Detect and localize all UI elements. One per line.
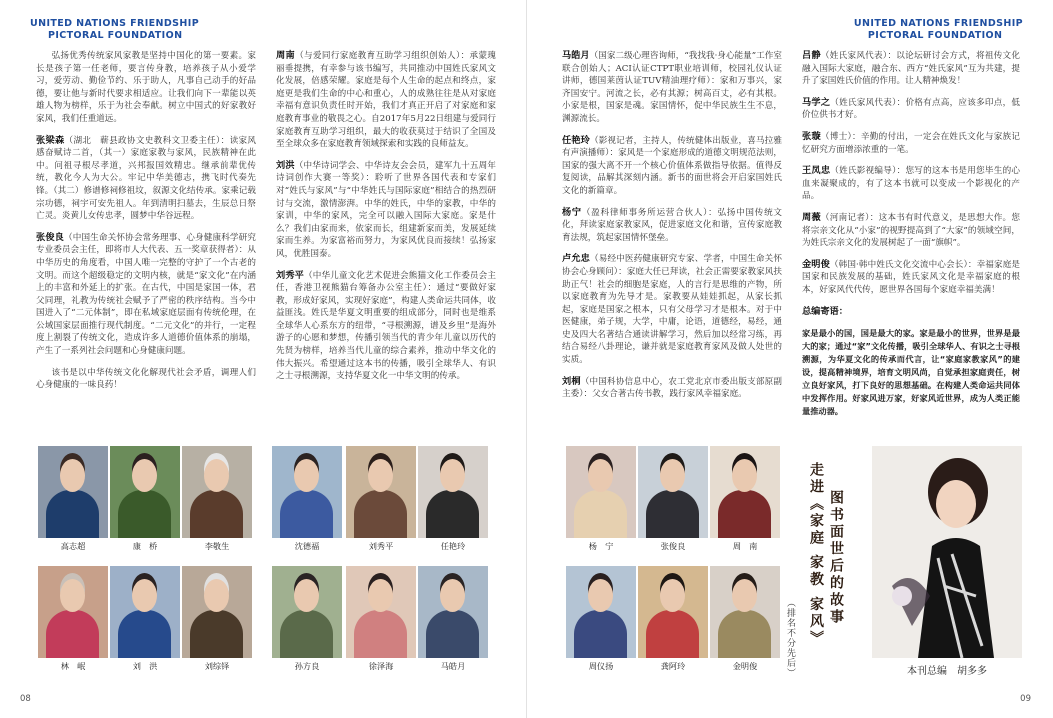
photo-figure-head <box>294 579 319 612</box>
testimonial <box>802 97 1020 122</box>
portrait-photo <box>110 566 180 658</box>
portrait-photo <box>710 446 780 538</box>
photo-figure-head <box>588 459 613 492</box>
photo-figure-head <box>204 459 229 492</box>
text-column-4 <box>802 50 1020 427</box>
testimonial <box>36 135 256 223</box>
vertical-book-title: 走进《家庭 家教 家风》 <box>808 462 824 648</box>
testimonial <box>562 253 782 366</box>
portrait-caption: 徐泽海 <box>368 661 394 671</box>
testimonial-text: （姓氏家风代表）：以论坛研讨会方式，将祖传文化融入国际大家庭，融合东、西方“姓氏家风”互为共建，提升了家国姓氏价值的作用。让人精神焕发！ <box>802 51 1021 87</box>
testimonial <box>802 165 1020 203</box>
portrait-photo <box>418 566 488 658</box>
testimonial-name: 卢允忠 <box>562 253 590 265</box>
photo-figure-body <box>574 490 627 538</box>
portrait-caption: 孙方良 <box>294 661 320 671</box>
intro-paragraph: 弘扬优秀传统家风家教是坚持中国化的第一要素。家长是孩子第一任老师，要言传身教，培养孩子从小爱学习，爱劳动、勤俭节约、乐于助人，凡事自己动手的好品德，要让他与新时代要求相适应。让我们向下一辈能以英雄人物为榜样，乐于为社会奉献。树立中国式的好家教好家风，我们任重道远。 <box>36 51 256 124</box>
testimonial <box>276 160 496 261</box>
photo-figure-head <box>294 459 319 492</box>
photo-figure-body <box>646 490 699 538</box>
portrait-caption: 龚阿玲 <box>660 661 686 671</box>
photo-figure-head <box>60 459 85 492</box>
testimonial <box>276 50 496 151</box>
editor-portrait-drawing <box>872 446 1022 658</box>
testimonial-name: 王凤忠 <box>802 165 831 177</box>
portrait-caption: 刘 洪 <box>132 661 158 671</box>
testimonial-text: （中国科协信息中心，农工党北京市委出版支部原副主委）：父女合著古传书教，践行家风幸福家庭。 <box>562 376 782 400</box>
photo-figure-body <box>190 610 243 658</box>
testimonial-name: 金明俊 <box>802 258 830 270</box>
testimonial <box>802 131 1020 156</box>
portrait-photo <box>110 446 180 538</box>
portrait-caption: 周 南 <box>732 541 758 551</box>
org-header-left <box>30 18 199 42</box>
photo-figure-body <box>190 490 243 538</box>
portrait-photo <box>272 446 342 538</box>
testimonial-name: 刘秀平 <box>276 269 304 281</box>
testimonial-name: 周薇 <box>802 211 821 223</box>
portrait-photo <box>182 566 252 658</box>
portrait-caption: 刘秀平 <box>368 541 394 551</box>
testimonial-name: 马学之 <box>802 96 831 108</box>
testimonial <box>562 50 782 126</box>
testimonial-text: （河南记者）：这本书有时代意义，是思想大作。您将宗亲文化从“小家”的视野提高到了“大家”的领域空间，为姓氏宗亲文化的发展树起了一面“旗帜”。 <box>802 212 1021 249</box>
portrait-photo <box>710 566 780 658</box>
photo-figure-head <box>132 579 157 612</box>
portrait-caption: 马皓月 <box>440 661 466 671</box>
testimonial <box>802 50 1020 88</box>
photo-figure-body <box>354 490 407 538</box>
portrait-caption: 任艳玲 <box>440 541 466 551</box>
testimonial <box>802 212 1020 250</box>
photo-figure-body <box>280 490 333 538</box>
testimonial-name: 任艳玲 <box>562 134 590 146</box>
photo-figure-body <box>426 610 479 658</box>
testimonial-name: 周南 <box>276 50 296 61</box>
page-fold <box>526 0 527 718</box>
testimonial-name: 刘洪 <box>276 159 295 171</box>
testimonial-name: 张璇 <box>802 130 821 142</box>
testimonial-text: （国家二级心理咨询师，“我找我·身心能量”工作室联合创始人；ACI认证CTPT职业培训师，校园礼仪认证讲师，德国莱茵认证TUV精油理疗师）：家和万事兴，家齐国安宁。河流之长，必有其源；树高百丈，必有其根。小家是根，国家是魂。家国情怀，促中华民族生生不息，渊源流长。 <box>562 51 783 124</box>
portrait-photo <box>566 566 636 658</box>
testimonial-text: （中国生命关怀协会常务理事、心身健康科学研究专业委员会主任，即将市人大代表、五一奖章获得者）：从中华历史的角度看，中国人唯一完整的守护了一个古老的文明。而这个超级稳定的文明内核，就是“家文化”在内涵上的丰富和外延上的扩张。在古代，中国是家国一体，君父同理，礼教为传统社会赋予了严密的秩序结构。当今中国进入了“二元体制”，即在私域家庭层面有传统伦理，在公域国家层面推行现代制度。“二元文化”的并行，一定程度上割裂了传统文化，造成许多人道德价值体系的崩塌，产生了一系列社会问题和心身健康问题。 <box>36 232 256 357</box>
portrait-caption: 沈德福 <box>294 541 320 551</box>
photo-figure-body <box>718 610 771 658</box>
portrait-photo <box>272 566 342 658</box>
org-line2: PICTORAL FOUNDATION <box>867 30 1003 41</box>
portrait-photo <box>346 566 416 658</box>
photo-figure-head <box>204 579 229 612</box>
vertical-book-subtitle: 图书面世后的故事 <box>828 490 844 626</box>
photo-figure-body <box>46 490 99 538</box>
photo-figure-head <box>368 579 393 612</box>
photo-figure-head <box>440 579 465 612</box>
testimonial-name: 张梁森 <box>36 134 65 146</box>
portrait-caption: 林 岷 <box>60 661 86 671</box>
text-column-1 <box>36 50 256 401</box>
testimonial-continuation: 该书是以中华传统文化化解现代社会矛盾，调理人们心身健康的一味良药！ <box>36 367 256 391</box>
testimonial-text: （姓氏影视编导）：您写的这本书是用您毕生的心血来凝聚成的，有了这本书就可以变成一个影视化的产品。 <box>802 166 1021 202</box>
photo-figure-head <box>660 459 685 492</box>
photo-figure-head <box>660 579 685 612</box>
testimonial <box>562 376 782 401</box>
portrait-caption: 周仪扬 <box>588 661 614 671</box>
photo-figure-head <box>588 579 613 612</box>
portrait-photo <box>566 446 636 538</box>
testimonial <box>276 270 496 383</box>
org-line1: UNITED NATIONS FRIENDSHIP <box>30 18 200 29</box>
portrait-photo <box>182 446 252 538</box>
testimonial-text: （中华诗词学会、中华诗友会会员，建军九十五周年诗词创作大赛一等奖）：聆听了世界各国代表和专家们对“姓氏与家风”与“中华姓氏与国际家庭”相结合的热烈研讨与交流，激情澎湃。中华的姓氏，中华的家教，中华的家训，中华的家风，完全可以融入国际大家庭。家是什么？我们由家而来，依家而长，组建新家而美，发展延续家而生养。为家富裕而努力，为家风优良而接续！弘扬家风，优胜国泰。 <box>276 160 496 259</box>
org-header-right <box>854 18 1023 42</box>
photo-figure-body <box>646 610 699 658</box>
portrait-caption: 金明俊 <box>732 661 758 671</box>
editor-summary-text: 家是最小的国，国是最大的家。家是最小的世界，世界是最大的家；通过“家”文化传播，吸引全球华人、有识之士寻根溯源，为华夏文化的传承而代言，让“家庭家教家风”的建设，提高精神境界，培育文明风尚，自觉承担家庭责任，树立良好家风，打下良好的思想基础。在构建人类命运共同体中发挥作用。好家风进万家，好家风近世界，成为人类正能量推动器。 <box>802 328 1020 417</box>
photo-figure-head <box>732 459 757 492</box>
editor-summary-title: 总编寄语： <box>802 305 848 317</box>
editor-caption: 本刊总编 胡多多 <box>907 666 987 677</box>
testimonial-text: （与爱同行家庭教育互助学习组织创始人）：承蒙瑰丽垂提携，有幸参与该书编写，共同推动中国姓氏家风文化发展，倍感荣耀。家庭是每个人生命的起点和终点，家庭更是我们生命的中心和重心，人的成熟往往是从对家庭幸福有意识负责任时开始，我们才真正开启了对家庭和家庭教育事业的敬畏之心。自2017年5月22日组建与爱同行家庭教育互助学习组织，最大的收获莫过于结识了全国及至全球众多在家庭教育领域探索和实践的良师益友。 <box>276 51 497 150</box>
page-number-right: 09 <box>1020 694 1031 704</box>
portrait-caption: 李敬生 <box>204 541 230 551</box>
portrait-caption: 杨 宁 <box>588 541 614 551</box>
portrait-photo <box>38 566 108 658</box>
photo-figure-head <box>732 579 757 612</box>
photo-figure-body <box>46 610 99 658</box>
text-column-2 <box>276 50 496 392</box>
portrait-photo <box>638 566 708 658</box>
photo-figure-head <box>132 459 157 492</box>
testimonial-text: （姓氏家风代表）：价格有点高，应该多印点，低价位供书才好。 <box>802 97 1021 121</box>
portrait-photo <box>638 446 708 538</box>
testimonial <box>36 232 256 358</box>
testimonial-text: （湖北 蕲县政协文史教科文卫委主任）：读家风感奋赋诗二首，（其一）家庭家教与家风，民族精神在此中。问祖寻根尽孝道，兴邦报国效精忠。继承前辈优传统，教化今人为大公。牢记中华美德志，携飞时代奏先锋。（其二）修谱修祠修祖坟，叙源文化结传承。家乘记载宗功德，祠宇可安先祖人。年到清明扫墓去，生辰总日祭亡灵。炎黄儿女传忠孝，圆梦中华谷远程。 <box>36 135 257 222</box>
testimonial-name: 杨宁 <box>562 206 582 218</box>
editor-portrait <box>872 446 1022 658</box>
photo-figure-head <box>60 579 85 612</box>
testimonial-text: （博士）：辛勤的付出，一定会在姓氏文化与家族记忆研究方面增添浓重的一笔。 <box>802 131 1021 155</box>
portrait-caption: 张俊良 <box>660 541 686 551</box>
portrait-photo <box>38 446 108 538</box>
text-column-3 <box>562 50 782 410</box>
testimonial-text: （韩国·韩中姓氏文化交流中心会长）：幸福家庭是国家和民族发展的基础，姓氏家风文化是幸福家庭的根本，好家风代代传，愿世界各国每个家庭幸福美满！ <box>802 259 1021 295</box>
testimonial-text: （影视记者，主持人，传统健体出版业，喜马拉雅有声演播师）：家风是一个家庭形成的道德文明规范法则，国家的强大离不开一个核心价值体系做指导依据。值得反复阅读，品解其深刻内涵。新书的面世将会开启家国姓氏文化的新篇章。 <box>562 135 782 196</box>
testimonial-text: （中华儿童文化艺术促进会熊猫文化工作委员会主任，香港卫视熊猫台筹备办公室主任）：通过“要做好家教，形成好家风，实现好家庭”，构建人类命运共同体，收益匪浅。姓氏是华夏文明重要的组成部分，同时也是维系全球华人心系东方的纽带，“寻根溯源，谱及乡里”是海外游子的心愿和梦想，传播引领当代的青少年儿童以历代的先贤为榜样，培养当代儿童的综合素养，推动中华文化的伟大振兴。希望通过这本书的传播，吸引全球华人、有识之士寻根溯源，支持华夏文化一中华文明的传承。 <box>276 270 496 382</box>
portrait-photo <box>418 446 488 538</box>
testimonial-name: 刘桐 <box>562 375 581 387</box>
photo-figure-body <box>118 490 171 538</box>
photo-figure-head <box>440 459 465 492</box>
photo-figure-body <box>118 610 171 658</box>
testimonial <box>562 207 782 245</box>
testimonial-text: （易经中医药健康研究专家、学者，中国生命关怀协会心身顾问）：家庭大任已拜读，社会正需要家教家风扶助正气！社会的细胞是家庭，人的言行是思维的产物，所以家庭教育为先导才是。家教要从娃娃抓起，从家长抓起，家庭是国家之根本，只有父母学习才是根本。对于中医健康，弟子规，大学，中庸，论语，道德经，易经，通史及四大名著结合通读讲解学习，然后加以经常习练，再结合易经八卦理论，谦并就是家庭教育家风及做人处世的实质。 <box>562 254 782 366</box>
testimonial <box>802 259 1020 297</box>
photo-figure-body <box>354 610 407 658</box>
vertical-order-note: （排名不分先后） <box>785 598 795 678</box>
testimonial-name: 马皓月 <box>562 50 590 61</box>
photo-figure-body <box>280 610 333 658</box>
testimonial-name: 张俊良 <box>36 231 64 243</box>
portrait-caption: 康 桥 <box>132 541 158 551</box>
portrait-caption: 刘综铎 <box>204 661 230 671</box>
testimonial-text: （盈科律师事务所运营合伙人）：弘扬中国传统文化，拜读家庭家教家风，促进家庭文化和谐，宣传家庭教育法规，筑起家国情怀堡垒。 <box>562 207 783 243</box>
testimonial <box>562 135 782 198</box>
photo-figure-body <box>426 490 479 538</box>
org-line2: PICTORAL FOUNDATION <box>48 30 183 41</box>
photo-figure-body <box>718 490 771 538</box>
testimonial-name: 吕静 <box>802 50 821 61</box>
photo-figure-body <box>574 610 627 658</box>
photo-figure-head <box>368 459 393 492</box>
page-number-left: 08 <box>20 694 31 704</box>
portrait-photo <box>346 446 416 538</box>
org-line1: UNITED NATIONS FRIENDSHIP <box>853 18 1023 29</box>
portrait-caption: 高志超 <box>60 541 86 551</box>
